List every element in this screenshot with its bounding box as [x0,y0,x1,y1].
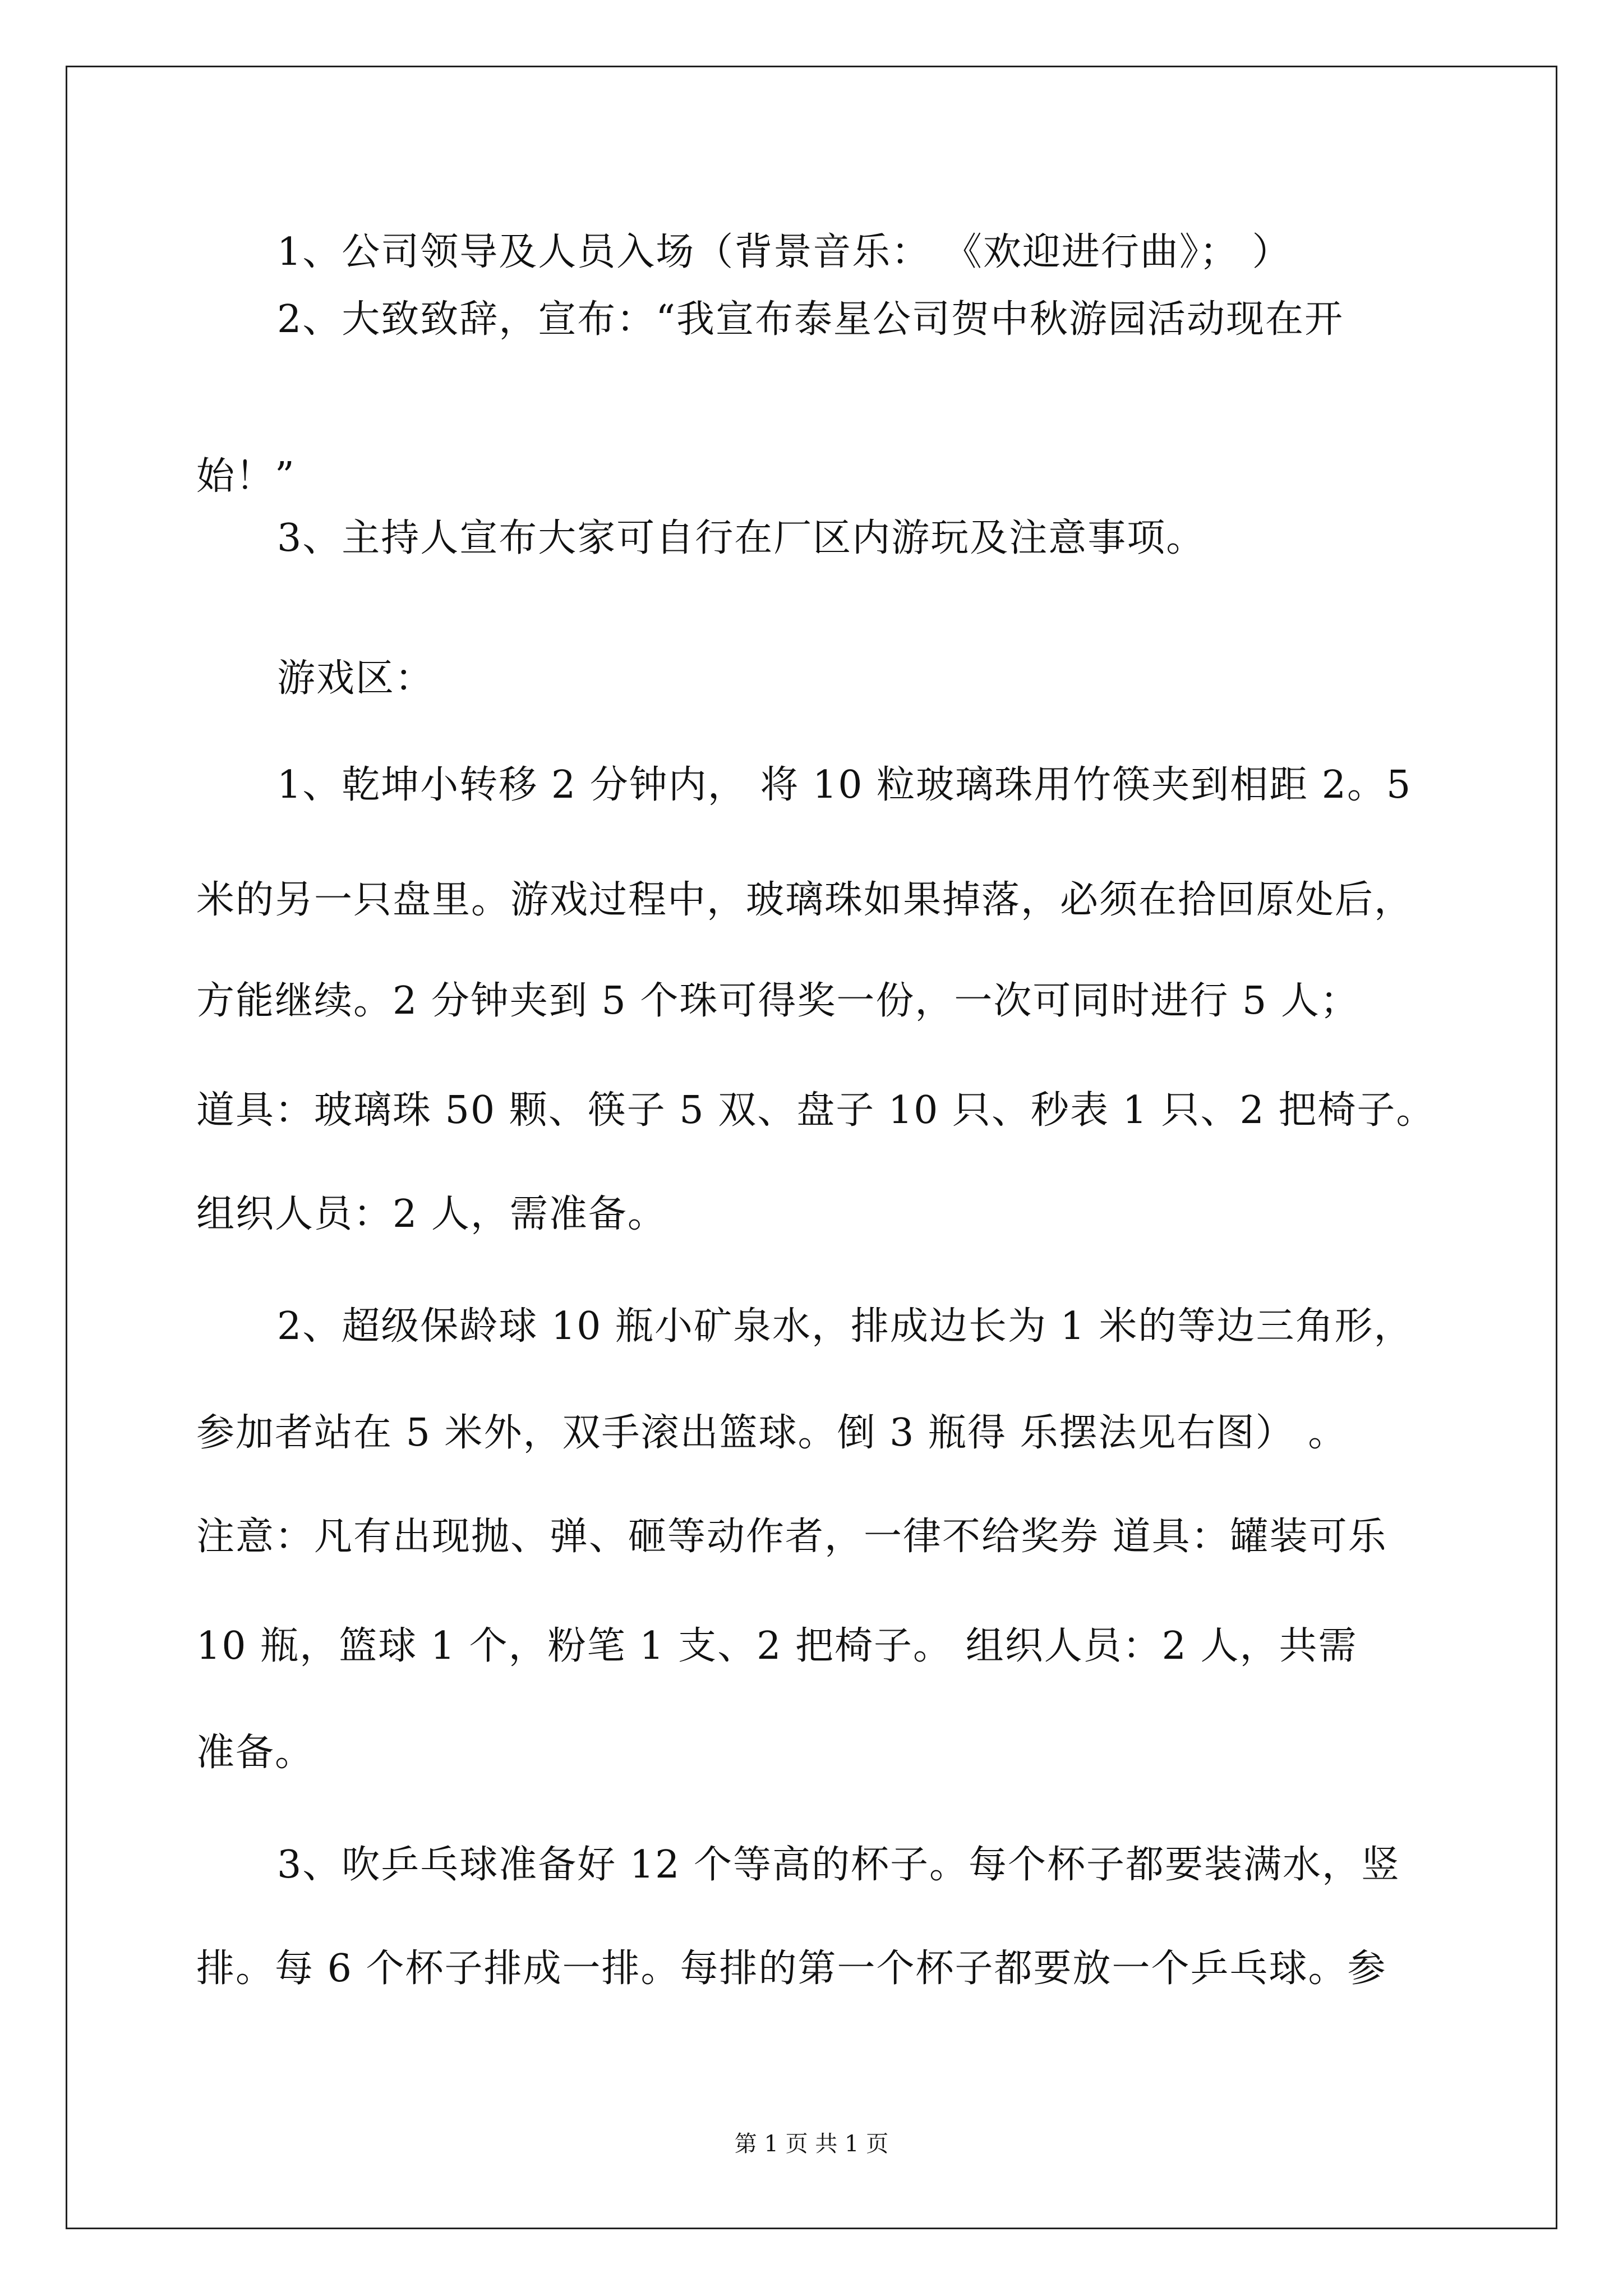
paragraph-line: 组织人员：2 人，需准备。 [196,1192,667,1236]
page-footer: 第 1 页 共 1 页 [734,2131,889,2157]
paragraph-line: 1、公司领导及人员入场（背景音乐： 《欢迎进行曲》； ） [277,230,1292,274]
paragraph-line: 2、超级保龄球 10 瓶小矿泉水，排成边长为 1 米的等边三角形， [277,1304,1413,1349]
paragraph-line: 2、大致致辞，宣布：“我宣布泰星公司贺中秋游园活动现在开 [277,297,1344,342]
page-border [66,66,1557,2229]
paragraph-line: 米的另一只盘里。游戏过程中，玻璃珠如果掉落，必须在拾回原处后， [196,878,1414,922]
paragraph-line: 10 瓶，篮球 1 个，粉笔 1 支、2 把椅子。 组织人员：2 人，共需 [196,1624,1358,1668]
paragraph-line: 方能继续。2 分钟夹到 5 个珠可得奖一份，一次可同时进行 5 人； [196,979,1359,1023]
paragraph-line: 3、主持人宣布大家可自行在厂区内游玩及注意事项。 [277,516,1206,560]
paragraph-line: 排。每 6 个杯子排成一排。每排的第一个杯子都要放一个乒乓球。参 [196,1947,1387,1991]
paragraph-line: 准备。 [196,1731,315,1775]
paragraph-line: 参加者站在 5 米外，双手滚出篮球。倒 3 瓶得 乐摆法见右图） 。 [196,1411,1348,1455]
paragraph-line: 1、乾坤小转移 2 分钟内， 将 10 粒玻璃珠用竹筷夹到相距 2。5 [277,763,1412,807]
paragraph-line: 3、吹乒乓球准备好 12 个等高的杯子。每个杯子都要装满水，竖 [277,1843,1401,1887]
paragraph-line: 始！” [196,454,296,499]
paragraph-line: 注意：凡有出现抛、弹、砸等动作者，一律不给奖券 道具：罐装可乐 [196,1515,1387,1559]
paragraph-line: 道具：玻璃珠 50 颗、筷子 5 双、盘子 10 只、秒表 1 只、2 把椅子。 [196,1088,1436,1133]
section-heading: 游戏区： [277,656,435,701]
